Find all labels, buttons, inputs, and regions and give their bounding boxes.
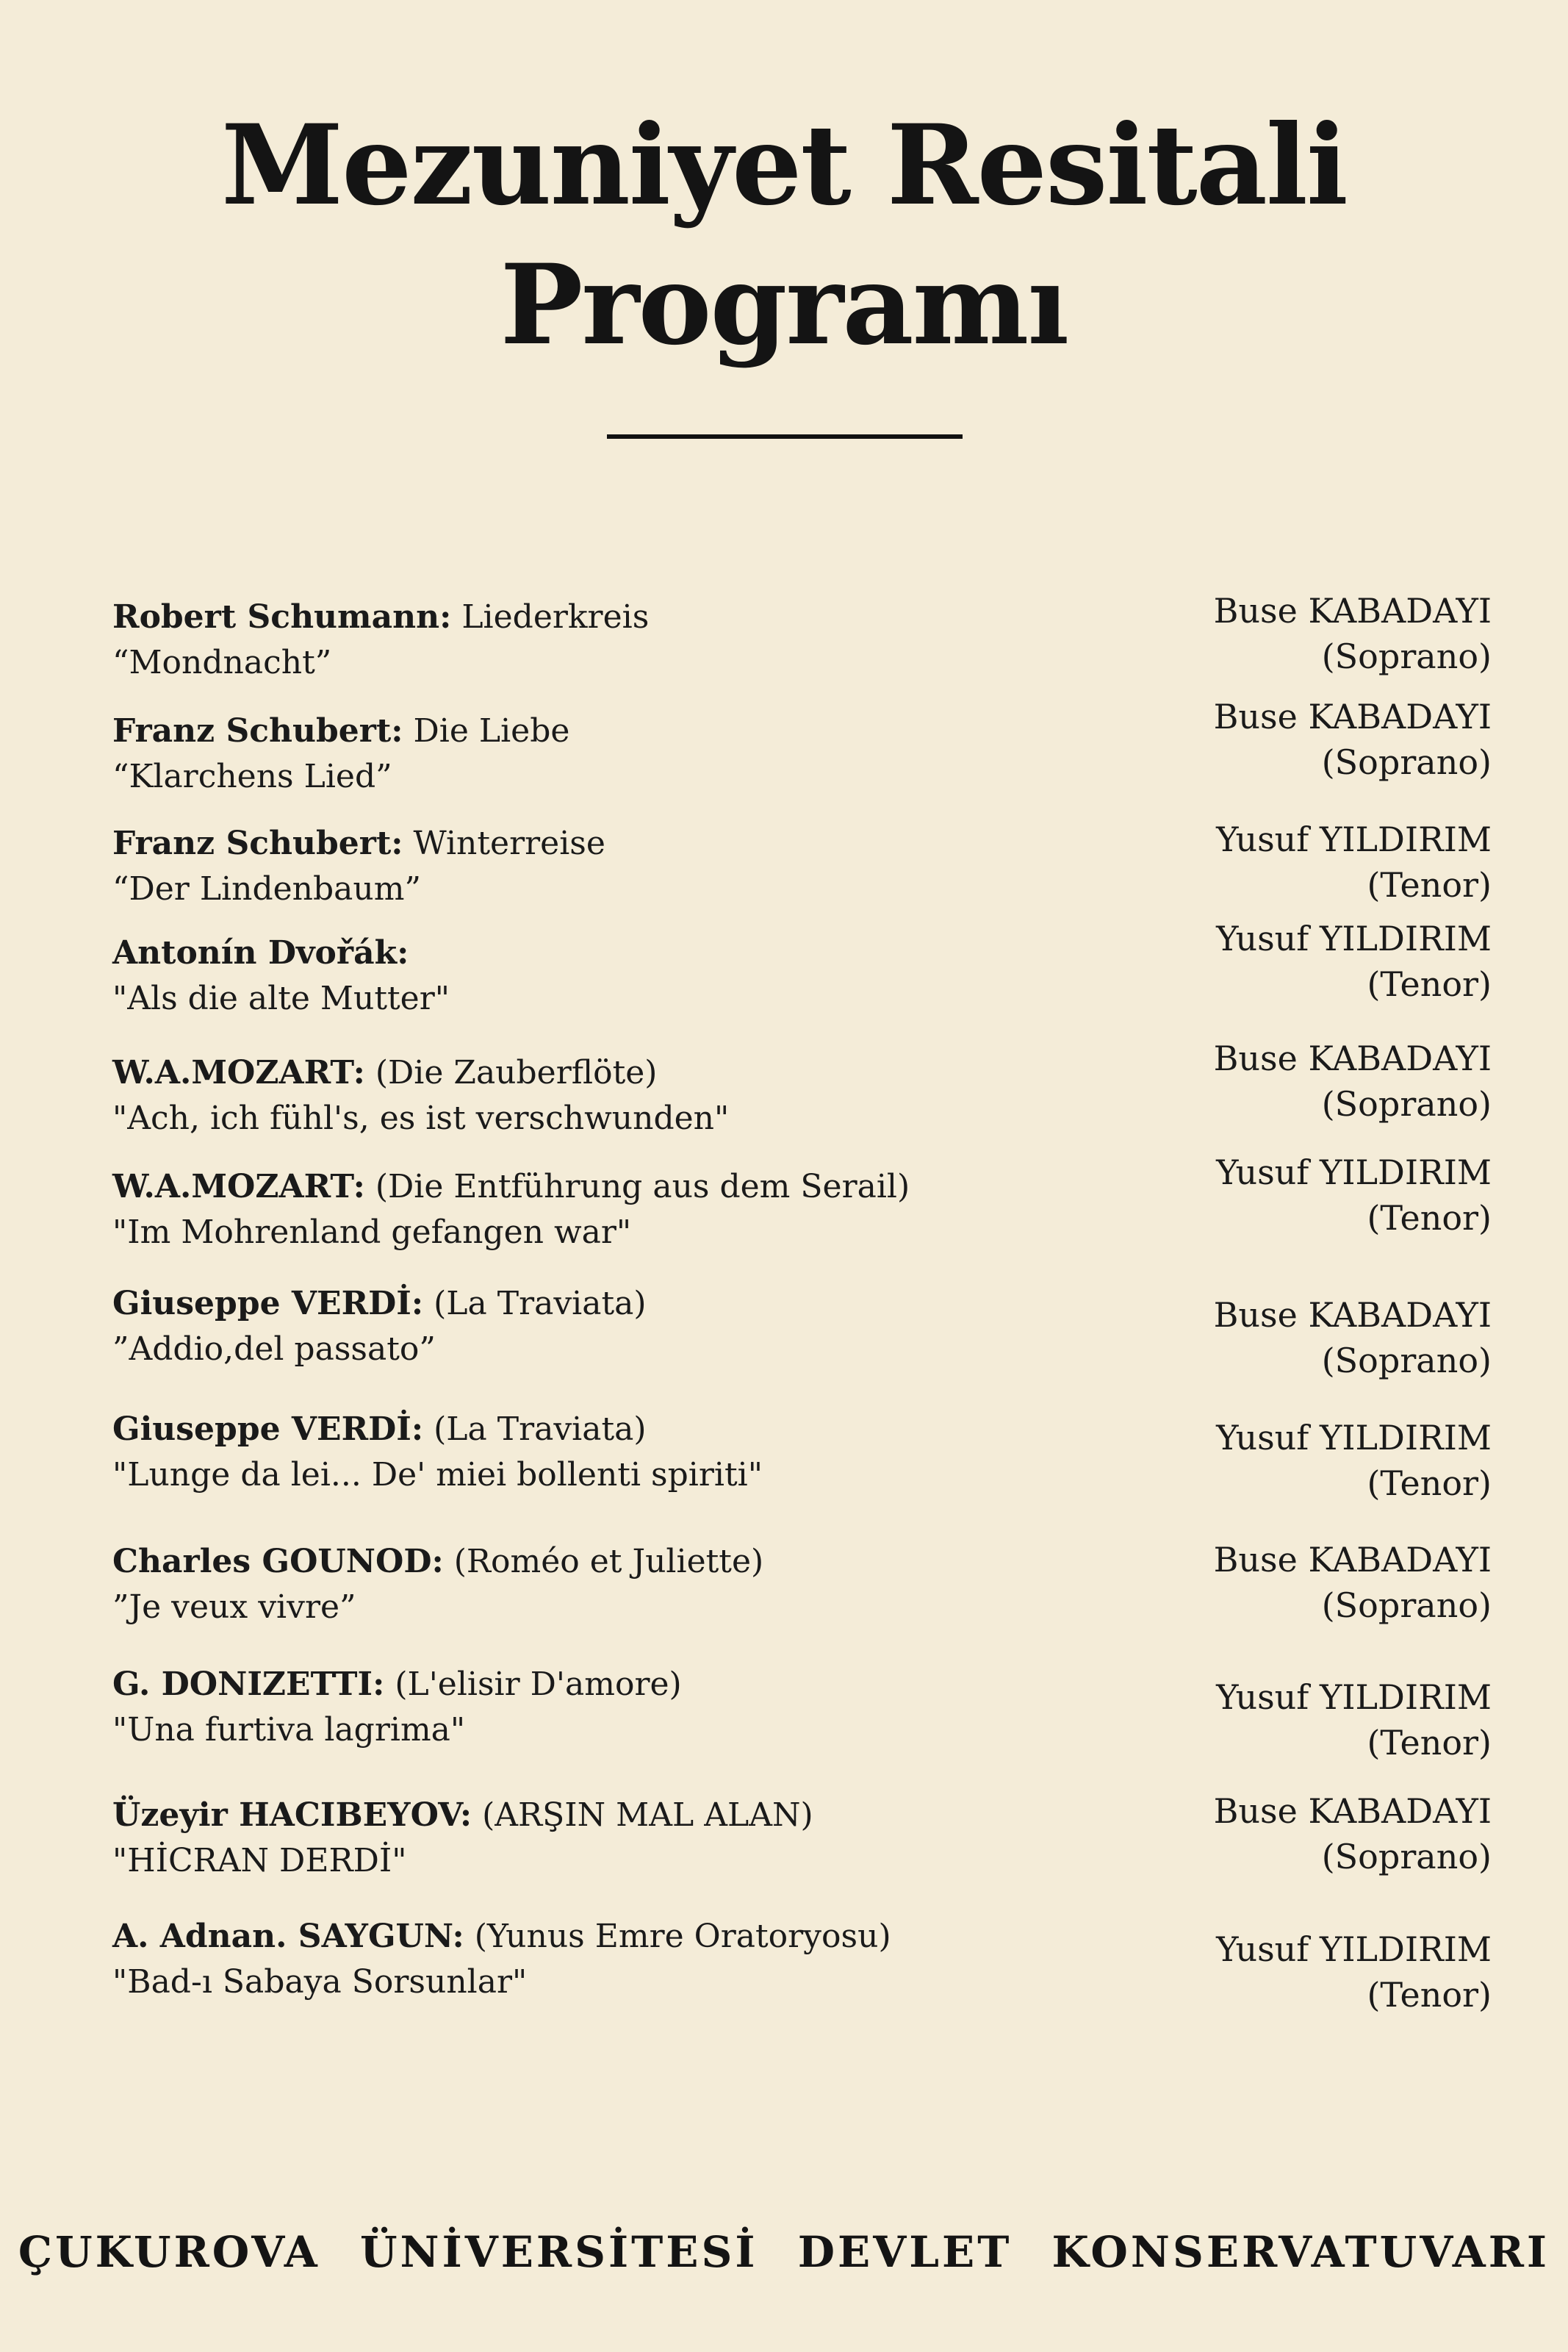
composer: Charles GOUNOD: <box>112 1543 444 1580</box>
work: (Yunus Emre Oratoryosu) <box>464 1918 891 1955</box>
program-entry <box>112 594 649 686</box>
work: (L'elisir D'amore) <box>384 1666 682 1703</box>
program-entry <box>112 1280 647 1372</box>
composer: Franz Schubert: <box>112 825 403 862</box>
performer-name: Buse KABADAYI <box>1213 1295 1492 1335</box>
program-entry <box>112 1406 763 1498</box>
work: (ARŞIN MAL ALAN) <box>472 1796 813 1834</box>
program-entry <box>112 1792 813 1884</box>
performer-name: Yusuf YILDIRIM <box>1216 1418 1492 1458</box>
program-entry <box>112 1164 910 1255</box>
performer <box>1214 1788 1492 1879</box>
performer <box>1216 1415 1492 1506</box>
work: Die Liebe <box>403 712 570 750</box>
aria: ”Je veux vivre” <box>112 1588 356 1626</box>
page-title-line1: Mezuniyet Resitali <box>221 101 1347 230</box>
voice-type: (Soprano) <box>1321 1084 1492 1124</box>
voice-type: (Soprano) <box>1321 1837 1492 1876</box>
performer-name: Buse KABADAYI <box>1213 1540 1492 1580</box>
voice-type: (Soprano) <box>1321 1585 1492 1625</box>
aria: “Der Lindenbaum” <box>112 870 421 908</box>
voice-type: (Tenor) <box>1367 1723 1492 1763</box>
composer: Giuseppe VERDİ: <box>112 1285 424 1322</box>
performer <box>1214 1292 1492 1383</box>
aria: "Lunge da lei... De' miei bollenti spiriti" <box>112 1456 763 1494</box>
performer-name: Buse KABADAYI <box>1213 591 1492 631</box>
voice-type: (Soprano) <box>1321 742 1492 782</box>
page-title-line2: Programı <box>500 240 1068 370</box>
performer <box>1214 1036 1492 1127</box>
work: (Roméo et Juliette) <box>443 1543 764 1580</box>
title-divider <box>607 434 963 439</box>
aria: "Una furtiva lagrima" <box>112 1711 466 1749</box>
aria: "Ach, ich fühl's, es ist verschwunden" <box>112 1100 730 1137</box>
performer-name: Yusuf YILDIRIM <box>1216 919 1492 958</box>
program-entry <box>112 930 450 1022</box>
performer <box>1216 817 1492 908</box>
performer <box>1216 1926 1492 2018</box>
composer: W.A.MOZART: <box>112 1054 365 1091</box>
work: (La Traviata) <box>423 1410 647 1448</box>
performer <box>1214 588 1492 679</box>
composer: Franz Schubert: <box>112 712 403 750</box>
program-entry <box>112 1661 682 1753</box>
work: Winterreise <box>403 825 605 862</box>
aria: “Klarchens Lied” <box>112 758 392 795</box>
composer: Üzeyir HACIBEYOV: <box>112 1796 472 1834</box>
work: (Die Entführung aus dem Serail) <box>364 1168 910 1205</box>
composer: Robert Schumann: <box>112 598 452 636</box>
work: (La Traviata) <box>423 1285 647 1322</box>
program-entry <box>112 708 569 800</box>
aria: "Im Mohrenland gefangen war" <box>112 1213 632 1251</box>
voice-type: (Tenor) <box>1367 1463 1492 1503</box>
performer <box>1214 1537 1492 1628</box>
performer-name: Yusuf YILDIRIM <box>1216 1929 1492 1969</box>
performer <box>1216 1674 1492 1765</box>
aria: ”Addio,del passato” <box>112 1330 436 1368</box>
aria: "Als die alte Mutter" <box>112 980 450 1017</box>
voice-type: (Soprano) <box>1321 1341 1492 1380</box>
composer: Giuseppe VERDİ: <box>112 1410 424 1448</box>
aria: "HİCRAN DERDİ" <box>112 1842 407 1879</box>
composer: W.A.MOZART: <box>112 1168 365 1205</box>
voice-type: (Tenor) <box>1367 865 1492 905</box>
program-entry <box>112 1913 891 2005</box>
program-entry <box>112 820 605 912</box>
program-entry <box>112 1538 763 1630</box>
performer-name: Buse KABADAYI <box>1213 1039 1492 1078</box>
program-entry <box>112 1050 729 1141</box>
voice-type: (Soprano) <box>1321 637 1492 676</box>
performer-name: Yusuf YILDIRIM <box>1216 820 1492 859</box>
performer-name: Yusuf YILDIRIM <box>1216 1677 1492 1717</box>
performer-name: Buse KABADAYI <box>1213 697 1492 736</box>
work: (Die Zauberflöte) <box>364 1054 658 1091</box>
voice-type: (Tenor) <box>1367 964 1492 1004</box>
composer: G. DONIZETTI: <box>112 1666 385 1703</box>
footer-institution: ÇUKUROVA ÜNİVERSİTESİ DEVLET KONSERVATUVARI <box>18 2227 1550 2277</box>
performer-name: Buse KABADAYI <box>1213 1791 1492 1831</box>
voice-type: (Tenor) <box>1367 1975 1492 2015</box>
performer-name: Yusuf YILDIRIM <box>1216 1152 1492 1192</box>
performer <box>1216 916 1492 1007</box>
work: Liederkreis <box>451 598 650 636</box>
voice-type: (Tenor) <box>1367 1198 1492 1238</box>
aria: "Bad-ı Sabaya Sorsunlar" <box>112 1963 528 2001</box>
composer: Antonín Dvořák: <box>112 934 409 972</box>
performer <box>1216 1150 1492 1241</box>
composer: A. Adnan. SAYGUN: <box>112 1918 464 1955</box>
performer <box>1214 694 1492 785</box>
aria: “Mondnacht” <box>112 644 332 681</box>
